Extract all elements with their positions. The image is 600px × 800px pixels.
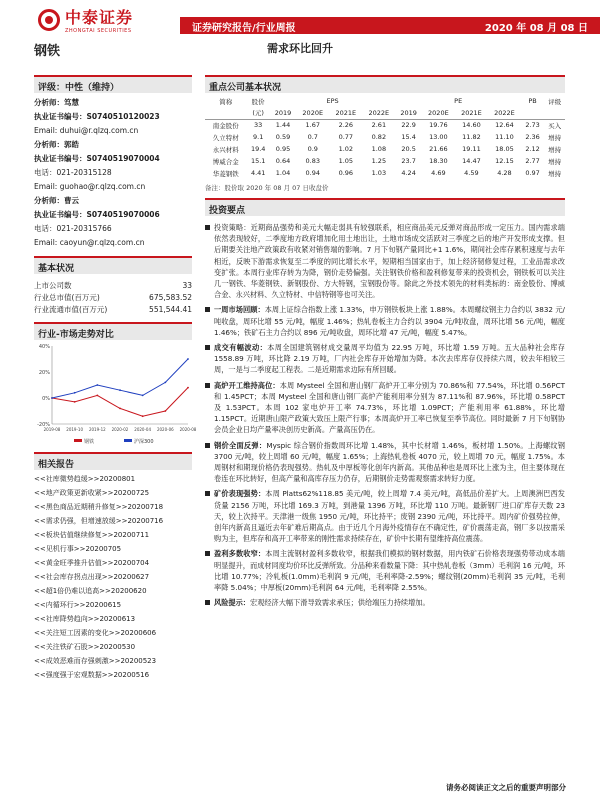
cert-label: 执业证书编号： (34, 154, 87, 163)
investment-title: 投资要点 (205, 198, 565, 216)
bullet-square-icon (205, 551, 210, 556)
company-eps: 0.82 (371, 133, 387, 141)
company-price: 15.1 (250, 157, 266, 165)
bullet-square-icon (205, 225, 210, 230)
company-pe: 14.47 (462, 157, 481, 165)
company-eps: 1.02 (338, 145, 354, 153)
chart-x-tick: 2020-04 (134, 427, 152, 432)
investment-points (205, 222, 565, 609)
company-eps: 0.9 (307, 145, 318, 153)
analyst-role-label: 分析师： (34, 196, 64, 205)
logo-en: ZHONGTAI SECURITIES (65, 28, 132, 34)
chart-point (187, 387, 189, 389)
basic-info-key: 上市公司数 (34, 281, 72, 290)
analyst-contact: 电话：021-20315766 (34, 224, 112, 233)
chart-y-tick: 0% (42, 396, 50, 402)
related-report-item: <<黑色商品近期稍升修复>>20200718 (34, 503, 164, 511)
bullet-body: 本周 Platts62%118.85 美元/吨，较上周增 7.4 美元/吨，高低品价差扩大。上周澳洲巴西发货量 2156 万吨，环比增 169.3 万吨，到港量 1396 万吨，环比增 110 万吨。最新钢厂进口矿库存天数 23 天，较上次持平。天津港一级焦 1950 元/吨，环比持平；废钢 2390 元/吨，环比持平。周内矿价强势拉伸，创年内新高且逼近去年矿难后期高点。由于近几个月海外疫情存在不确定性，矿价震荡走高，钢厂多以按需采购为主，但库存和高开工率带来的刚性需求持续存在，矿价中长期有望维持高位震荡。 (214, 489, 565, 544)
company-eps: 0.83 (305, 157, 320, 165)
company-eps: 1.67 (305, 121, 320, 130)
company-name: 南金股份 (212, 121, 239, 130)
company-pe: 20.5 (401, 145, 416, 153)
col-price-unit: (元) (247, 107, 270, 119)
chart-legend-swatch (74, 439, 82, 442)
company-pb: 2.36 (525, 133, 540, 141)
bullet-text (214, 488, 565, 544)
bullet-body: Myspic 综合钢价指数周环比增 1.48%，其中长材增 1.46%，板材增 1.50%。上海螺纹钢 3700 元/吨，较上周增 60 元/吨，幅度 1.65%；上海热轧卷板 4070 元，较上周增 70 元，幅度 1.75%。本周钢材和期现价格仍表现强势。热轧及中厚板等化创年内新高。其他品种也是周环比上涨为主，但主要体现在卷连在环比转好，但高产量和高库存压力仍存，后期钢价走势需观察需求转好力度。 (214, 440, 565, 484)
company-name: 博威合金 (212, 157, 239, 166)
chart-point (74, 392, 76, 394)
related-reports-title: 相关报告 (34, 452, 192, 470)
cert-label: 执业证书编号： (34, 112, 87, 121)
bullet-body: 本周全国建筑钢材成交量周平均值为 22.95 万吨，环比增 1.59 万吨。五大品种社会库存 1558.89 万吨，环比降 2.19 万吨，厂内社会库存开始增加为降。本次去库库存仅持续六周，较去年相较三周，一是与二季度起工程表。二是近期需求边际有所回暖。 (214, 343, 565, 375)
bullet-body: 本周 Mysteel 全国和唐山钢厂高炉开工率分别为 70.86%和 77.54%，环比增 0.56PCT 和 1.45PCT；本周 Mysteel 全国和唐山钢厂高炉产能利用率分别为 87.11%和 87.96%，环比增 0.58PCT 及 1.53PCT。本周 102 家电炉开工率 74.73%，环比增 1.09PCT；产能利用率 61.88%，环比增 1.15PCT。近期唐山限产政策大致压上限产行事；本周高炉开工率已恢复至季节高位。同时最新 7 月下旬钢协会员企业日均产量率决创历史新高。产量高压仍在。 (214, 380, 565, 435)
company-rating: 买入 (548, 121, 562, 130)
bullet-square-icon (205, 383, 210, 388)
company-row (205, 155, 565, 167)
left-column (34, 75, 197, 682)
chart-series-line (52, 388, 188, 417)
trend-chart (34, 340, 197, 448)
company-pe: 22.9 (401, 121, 416, 130)
company-pe: 15.4 (401, 133, 416, 141)
analyst-cert-row (34, 208, 192, 222)
company-pe: 11.82 (462, 133, 481, 141)
analyst-list (34, 96, 192, 250)
company-pe: 19.11 (462, 145, 481, 153)
investment-bullet (205, 222, 565, 300)
investment-bullet (205, 380, 565, 436)
company-row (205, 131, 565, 143)
chart-legend-swatch (124, 439, 132, 442)
report-date: 2020 年 08 月 08 日 (484, 23, 588, 34)
investment-bullet (205, 488, 565, 544)
cert-number: S0740510120023 (86, 112, 160, 121)
company-pe: 4.24 (401, 169, 416, 177)
chart-point (142, 395, 144, 397)
chart-legend-label: 沪深300 (134, 439, 154, 445)
basic-info-value: 33 (182, 281, 192, 290)
col-pb: PB (528, 97, 537, 105)
company-price: 19.4 (250, 145, 266, 153)
related-report-item: <<地产政策更新收紧>>20200725 (34, 489, 150, 497)
col-eps: EPS (326, 97, 339, 105)
company-eps: 0.7 (307, 133, 318, 141)
bullet-text (214, 548, 565, 593)
bullet-body: 宏观经济大幅下滑导致需求承压；供给端压力持续增加。 (249, 598, 430, 608)
disclaimer: 请务必阅读正文之后的重要声明部分 (446, 783, 566, 792)
company-eps: 0.64 (275, 157, 291, 165)
company-pe: 21.66 (429, 145, 448, 153)
bullet-square-icon (205, 443, 210, 448)
company-rating: 增持 (548, 169, 562, 178)
company-table (205, 95, 565, 179)
rating-blank (544, 107, 565, 119)
company-eps: 1.03 (371, 169, 387, 177)
year-header: 2019 (270, 107, 296, 119)
bullet-text (214, 597, 430, 608)
analyst-contact: Email: guohao@r.qlzq.com.cn (34, 182, 146, 191)
company-pe: 18.05 (495, 145, 514, 153)
year-header: 2022E (362, 107, 395, 119)
company-pe: 4.69 (431, 169, 446, 177)
related-report-item: <<需求仍强，但增速放缓>>20200716 (34, 517, 164, 525)
bullet-square-icon (205, 491, 210, 496)
related-report-item: <<超1倍仍难以追高>>20200620 (34, 587, 147, 595)
company-pb: 2.12 (525, 145, 540, 153)
chart-point (164, 382, 166, 384)
analyst-role-label: 分析师： (34, 98, 64, 107)
company-name: 久立特材 (212, 133, 239, 142)
company-pe: 19.76 (429, 121, 448, 130)
report-type: 证券研究报告/行业周报 (192, 23, 296, 34)
cert-number: S0740519070006 (86, 210, 160, 219)
col-name: 简称 (219, 97, 233, 106)
bullet-text (214, 304, 565, 338)
chart-point (119, 389, 121, 391)
chart-point (187, 358, 189, 360)
basic-info-row (34, 280, 192, 292)
company-pe: 4.59 (464, 169, 479, 177)
chart-y-tick: -20% (37, 422, 50, 428)
col-price: 股价 (251, 97, 265, 106)
company-rating: 增持 (548, 145, 562, 154)
company-pe: 13.00 (429, 133, 448, 141)
companies-title: 重点公司基本状况 (205, 75, 565, 93)
company-pe: 23.7 (401, 157, 416, 165)
related-report-item: <<板块估值继续修复>>20200711 (34, 531, 150, 539)
company-price: 9.1 (253, 133, 264, 141)
company-pb: 2.73 (525, 121, 540, 130)
right-column (205, 75, 565, 613)
analyst-contact: Email: caoyun@r.qlzq.com.cn (34, 238, 145, 247)
investment-bullet (205, 440, 565, 485)
company-eps: 0.95 (275, 145, 291, 153)
related-report-item: <<社库微势趋缓>>20200801 (34, 475, 136, 483)
company-rating: 增持 (548, 157, 562, 166)
related-reports-list (34, 472, 192, 682)
company-eps: 1.08 (371, 145, 387, 153)
bullet-text (214, 342, 565, 376)
basic-info-row (34, 304, 192, 316)
chart-x-tick: 2020-08 (179, 427, 197, 432)
col-rating: 评级 (548, 97, 562, 106)
company-name: 华菱钢铁 (212, 169, 239, 178)
bullet-square-icon (205, 600, 210, 605)
company-price: 33 (254, 121, 263, 130)
company-eps: 1.05 (338, 157, 354, 165)
logo-icon (38, 9, 60, 31)
chart-x-tick: 2019-10 (66, 427, 84, 432)
chart-point (96, 395, 98, 397)
company-row (205, 167, 565, 179)
bullet-lead: 一周市场回顾： (214, 305, 265, 315)
year-header: 2022E (488, 107, 521, 119)
bullet-body: 本周上证综合指数上涨 1.33%，申万钢铁板块上涨 1.88%。本周螺纹钢主力合约以 3832 元/吨收盘，周环比增 55 元/吨，幅度 1.46%；热轧卷板主力合约以 3904 元/吨收盘，周环比增 56 元/吨，幅度 1.46%；铁矿石主力合约以 896 元/吨收盘，周环比增 47 元/吨，幅度 5.47%。 (214, 305, 565, 337)
company-pe: 12.64 (495, 121, 514, 130)
basic-info-key: 行业总市值(百万元) (34, 293, 100, 302)
analyst-name-row (34, 194, 192, 208)
report-title: 需求环比回升 (267, 42, 333, 55)
company-eps: 2.61 (371, 121, 387, 130)
company-pe: 14.60 (462, 121, 481, 130)
table-note: 备注：股价取 2020 年 08 月 07 日收盘价 (205, 184, 329, 192)
investment-bullet (205, 342, 565, 376)
analyst-contact: 电话：021-20315128 (34, 168, 112, 177)
chart-x-tick: 2020-02 (111, 427, 129, 432)
col-pe: PE (454, 97, 463, 105)
related-report-item: <<见机行事>>20200705 (34, 545, 122, 553)
analyst-name-row (34, 96, 192, 110)
chart-x-tick: 2019-12 (88, 427, 106, 432)
analyst-name: 郭皓 (64, 140, 79, 149)
analyst-cert-row (34, 110, 192, 124)
bullet-square-icon (205, 345, 210, 350)
basic-info-value: 551,544.41 (149, 305, 192, 314)
related-report-item: <<内循环行>>20200615 (34, 601, 122, 609)
analyst-role-label: 分析师： (34, 140, 64, 149)
company-eps: 1.04 (275, 169, 291, 177)
bullet-lead: 成交有幅波动： (214, 343, 268, 353)
chart-series-line (52, 359, 188, 398)
related-report-item: <<强度强于宏观数据>>20200516 (34, 671, 150, 679)
related-report-item: <<社库降势趋向>>20200613 (34, 615, 136, 623)
analyst-contact: Email: duhui@r.qlzq.com.cn (34, 126, 139, 135)
chart-point (74, 401, 76, 403)
analyst-cert-row (34, 152, 192, 166)
company-eps: 1.25 (371, 157, 387, 165)
related-report-item: <<关注铁矿石股>>20200530 (34, 643, 136, 651)
company-pe: 12.15 (495, 157, 514, 165)
investment-bullet (205, 597, 565, 608)
cert-label: 执业证书编号： (34, 210, 87, 219)
bullet-square-icon (205, 307, 210, 312)
chart-point (51, 397, 53, 399)
bullet-lead: 盈利多数收窄： (214, 549, 266, 559)
bullet-text (214, 222, 565, 300)
company-pe: 11.10 (495, 133, 514, 141)
company-row (205, 119, 565, 131)
company-pb: 2.77 (525, 157, 540, 165)
analyst-name: 笃慧 (64, 98, 79, 107)
analyst-name-row (34, 138, 192, 152)
investment-bullet (205, 304, 565, 338)
company-logo (38, 5, 133, 34)
trend-chart-title: 行业-市场走势对比 (34, 322, 192, 340)
year-header: 2020E (296, 107, 329, 119)
basic-info-row (34, 292, 192, 304)
chart-point (142, 415, 144, 417)
chart-x-tick: 2020-06 (156, 427, 174, 432)
related-report-item: <<成效恶难而存强刺激>>20200523 (34, 657, 157, 665)
company-eps: 0.96 (338, 169, 354, 177)
company-pe: 4.28 (497, 169, 512, 177)
analyst-name: 曹云 (64, 196, 79, 205)
related-report-item: <<关注短工因素的变化>>20200606 (34, 629, 157, 637)
related-report-item: <<黄金旺季推升估值>>20200704 (34, 559, 150, 567)
basic-info-key: 行业流通市值(百万元) (34, 305, 108, 314)
company-eps: 0.77 (338, 133, 354, 141)
company-row (205, 143, 565, 155)
chart-y-tick: 40% (38, 344, 50, 350)
basic-info-title: 基本状况 (34, 256, 192, 274)
company-eps: 1.44 (275, 121, 291, 130)
company-price: 4.41 (250, 169, 266, 177)
company-eps: 0.94 (305, 169, 320, 177)
related-report-item: <<社会库存拐点出现>>20200627 (34, 573, 150, 581)
bullet-body: 投资策略：近期商品强势和美元大幅走弱具有较强联系，相应商品美元反弹对商品形成一定压力。国内需求端依然表现较好，二季度地方政府增加化用土地出让，土地市场成交活跃对三季度之后的地产开发形成支撑。但后期要关注地产政策政有收紧对销售端的影响。7 月下旬钢产量同比+1 1.6%，期间社会库存累积速度与去年相近，反映下游需求恢复至二季度的同比增长水平，短期相当国家由于，加上经济韧修复过程，工业品需求改变扩张。本周行业库存转为为降，钢价走势偏强。关注钢铁价格和盈利修复带来的投资机会，钢铁板可以关注几一钢铁、华菱钢铁、新钢股份、方大特钢，宝钢股份等。除此之外技术领先的材料类标的：南金股份、博威合金、永兴材料、久立特材、中信特钢等也可关注。 (214, 223, 565, 300)
year-header: 2021E (455, 107, 488, 119)
report-banner (180, 17, 600, 34)
bullet-lead: 高炉开工维持高位： (214, 380, 280, 390)
bullet-text (214, 380, 565, 436)
bullet-body: 本周主流钢材盈利多数收窄，根据我们模拟的钢材数据，用内铁矿石价格表现强势带动成本端明显提升，而成材同度均价环比反弹所致。分品种来看数量下降：其中热轧卷板（3mm）毛利润 16 元/吨，环比增 10.77%；冷轧板(1.0mm)毛利润 9 元/吨，毛利率降-2.59%；螺纹钢(20mm)毛利润 35 元/吨，毛利率降 5.04%；中厚板(20mm)毛利润 64 元/吨，毛利率降 2.55%。 (214, 549, 565, 593)
company-rating: 增持 (548, 133, 562, 142)
company-eps: 0.59 (275, 133, 291, 141)
rating-bar: 评级：中性（维持） (34, 75, 192, 93)
chart-point (119, 408, 121, 410)
industry-name: 钢铁 (34, 44, 61, 59)
pb-year (521, 107, 544, 119)
year-header: 2020E (422, 107, 455, 119)
bullet-lead: 矿价表现强势： (214, 489, 266, 499)
chart-point (164, 410, 166, 412)
company-pe: 18.30 (429, 157, 448, 165)
chart-y-tick: 20% (38, 370, 50, 376)
year-header: 2019 (395, 107, 421, 119)
bullet-lead: 风险提示： (214, 598, 250, 608)
company-name: 永兴材料 (212, 145, 239, 154)
bullet-text (214, 440, 565, 485)
bullet-lead: 钢价全面反弹： (214, 440, 267, 450)
investment-bullet (205, 548, 565, 593)
chart-x-tick: 2019-08 (43, 427, 61, 432)
company-eps: 2.26 (338, 121, 354, 130)
basic-info-value: 675,583.52 (149, 293, 192, 302)
company-pb: 0.97 (525, 169, 540, 177)
basic-info-table (34, 280, 192, 316)
logo-cn: 中泰证券 (65, 8, 134, 27)
chart-legend-label: 钢铁 (84, 439, 95, 445)
cert-number: S0740519070004 (86, 154, 160, 163)
year-header: 2021E (329, 107, 362, 119)
chart-point (96, 384, 98, 386)
